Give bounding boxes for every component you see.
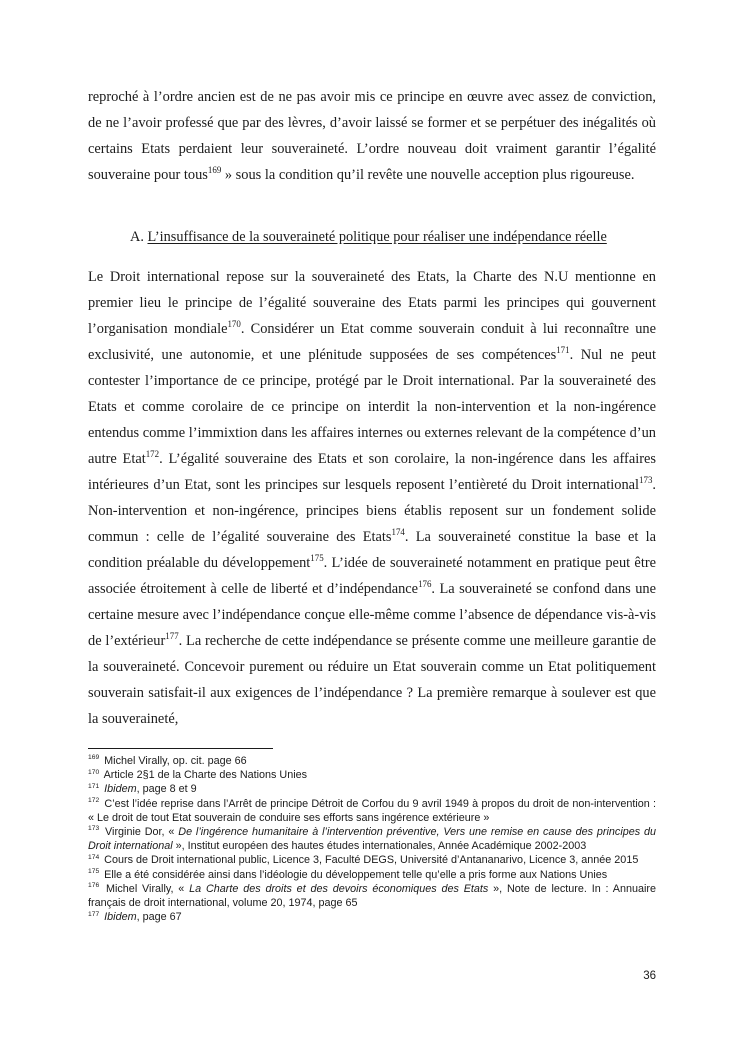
section-title: L’insuffisance de la souveraineté politique pour réaliser une indépendance réelle [147,229,607,245]
footnote-number: 172 [88,797,100,805]
footnote-ref: 177 [165,631,179,642]
footnote-item: $^{172}$ C’est l’idée reprise dans l’Arrêt de principe Détroit de Corfou du 9 avril 1949 à propos du droit de non-intervention : « Le droit de tout Etat souverain de conduire ses efforts sans ingérence extérieure » [88,797,657,824]
footnote-ref: 173 [639,475,653,486]
section-heading [88,224,656,250]
footnote-ref: 172 [145,449,160,460]
main-paragraph: Le Droit international repose sur la souveraineté des Etats, la Charte des N.U mentionne en premier lieu le principe de l’égalité souveraine des Etats parmi les principes qui gouvernent l’organisation mondiale$^{170}$. Considérer un Etat comme souverain conduit à lui reconnaître une exclusivité, une autonomie, et une plénitude supposées de ses compétences$^{171}$. Nul ne peut contester l’importance de ce principe, protégé par le Droit international. Par la souveraineté des Etats et comme corolaire de ce principe on interdit la non-intervention et la non-ingérence entendus comme l’immixtion dans les affaires internes ou externes relevant de la compétence d’un autre Etat$^{172}$. L’égalité souveraine des Etats et son corolaire, la non-ingérence dans les affaires intérieures d’un Etat, sont les principes sur lesquels reposent l’entièreté du Droit international$^{173}$. Non-intervention et non-ingérence, principes biens établis reposent sur un fondement solide commun : celle de l’égalité souveraine des Etats$^{174}$. La souveraineté constitue la base et la condition préalable du développement$^{175}$. L’idée de souveraineté notamment en pratique peut être associée étroitement à celle de liberté et d’indépendance$^{176}$. La souveraineté se confond dans une certaine mesure avec l’indépendance conçue elle-même comme l’absence de dépendance vis-à-vis de l’extérieur$^{177}$. La recherche de cette indépendance se présente comme une meilleure garantie de la souveraineté. Concevoir purement ou réduire un Etat souverain comme un Etat politiquement souverain satisfait-il aux exigences de l’indépendance ? La première remarque à soulever est que la souveraineté, [88,269,656,727]
footnote-number: 174 [88,853,100,861]
footnote-ref: 175 [310,553,324,564]
section-label: A. [130,229,144,245]
footnotes-section [88,748,656,924]
page-content [88,84,656,732]
intro-paragraph: reproché à l’ordre ancien est de ne pas avoir mis ce principe en œuvre avec assez de conviction, de ne l’avoir professé que par des lèvres, d’avoir laissé se former et se perpétuer des inégalités où certains Etats perdaient leur souveraineté. L’ordre nouveau doit vraiment garantir l’égalité souveraine pour tous$^{169}$ » sous la condition qu’il revête une nouvelle acception plus rigoureuse. [88,89,656,183]
footnote-item: $^{170}$ Article 2§1 de la Charte des Nations Unies [88,768,308,782]
footnote-number: 175 [88,868,100,876]
footnote-number: 169 [88,754,100,762]
footnote-ref: 171 [556,345,570,356]
footnote-item: $^{169}$ Michel Virally, op. cit. page 66 [88,754,247,767]
footnote-ref: 170 [227,319,241,330]
footnote-item: $^{176}$ Michel Virally, « La Charte des droits et des devoirs économiques des Etats », Note de lecture. In : Annuaire français de droit international, volume 20, 1974, page 65 [88,882,656,910]
footnote-item: $^{175}$ Elle a été considérée ainsi dans l’idéologie du développement telle qu’elle a pris forme aux Nations Unies [88,868,608,881]
footnote-ref: 176 [418,579,432,590]
footnote-number: 170 [88,768,100,776]
footnote-list [88,754,656,924]
footnote-number: 176 [88,882,100,890]
footnote-item: $^{171}$ Ibidem, page 8 et 9 [88,782,197,796]
page-number: 36 [643,970,656,982]
footnote-ref: 174 [391,527,405,538]
footnote-item: $^{177}$ Ibidem, page 67 [88,910,182,924]
footnote-item: $^{173}$ Virginie Dor, « De l’ingérence humanitaire à l’intervention préventive, Vers une remise en cause des principes du Droit international », Institut européen des hautes études internationales, Année Académique 2002-2003 [88,825,657,853]
footnote-item: $^{174}$ Cours de Droit international public, Licence 3, Faculté DEGS, Université d’Antananarivo, Licence 3, année 2015 [88,853,639,867]
footnote-separator [88,748,273,749]
footnote-number: 171 [88,782,100,790]
footnote-number: 173 [88,825,100,833]
footnote-number: 177 [88,910,100,918]
footnote-ref: 169 [207,165,222,176]
